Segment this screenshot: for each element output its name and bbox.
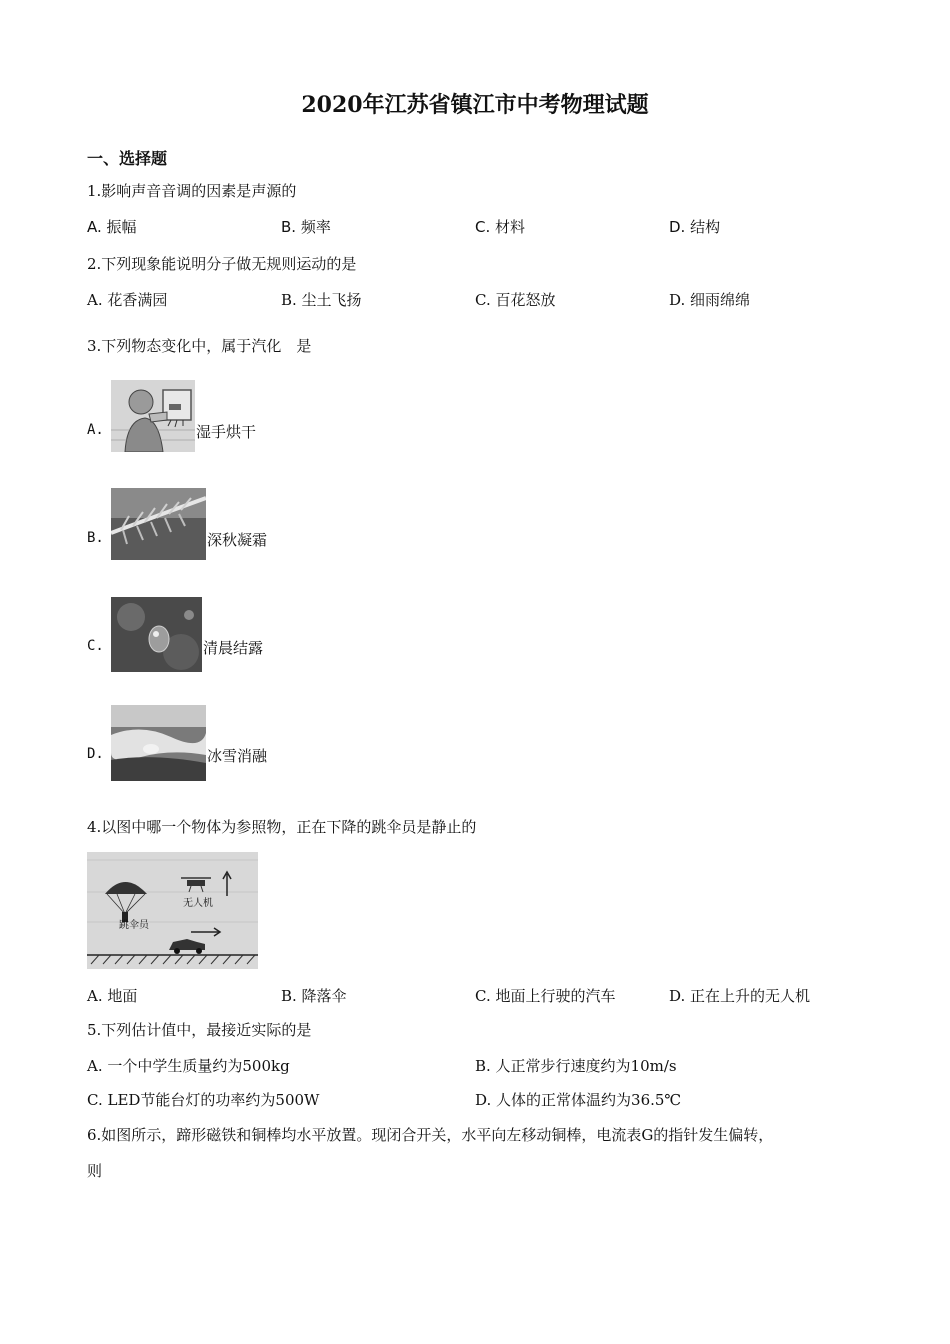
q3-option-d-image: [111, 705, 206, 781]
q3-option-c-image: [111, 597, 202, 672]
q5-option-d: D. 人体的正常体温约为36.5℃: [475, 1091, 682, 1109]
q3-option-d-caption: 冰雪消融: [207, 747, 268, 765]
q5-option-c: C. LED节能台灯的功率约为500W: [87, 1091, 320, 1109]
question-6-stem-continued: 则: [87, 1162, 103, 1180]
question-1-stem: 1.影响声音音调的因素是声源的: [87, 182, 297, 200]
q4-option-d: D. 正在上升的无人机: [669, 987, 811, 1005]
section-heading: 一、选择题: [87, 149, 168, 168]
q4-option-c: C. 地面上行驶的汽车: [475, 987, 616, 1005]
q4-figure: [87, 852, 258, 969]
q3-option-a-label: A.: [87, 422, 104, 438]
question-6-stem: 6.如图所示，蹄形磁铁和铜棒均水平放置。现闭合开关，水平向左移动铜棒，电流表G的指针发生偏转，: [87, 1126, 774, 1144]
q4-figure-parachutist-label: 跳伞员: [119, 920, 149, 931]
question-5-stem: 5.下列估计值中，最接近实际的是: [87, 1021, 312, 1039]
q4-option-a: A. 地面: [87, 987, 138, 1005]
q3-option-c-caption: 清晨结露: [203, 639, 264, 657]
q1-option-c: C. 材料: [475, 218, 526, 236]
q2-option-d: D. 细雨绵绵: [669, 291, 751, 309]
q5-option-a: A. 一个中学生质量约为500kg: [87, 1057, 290, 1075]
question-4-stem: 4.以图中哪一个物体为参照物，正在下降的跳伞员是静止的: [87, 818, 477, 836]
q4-figure-drone-label: 无人机: [183, 898, 213, 909]
q1-option-a: A. 振幅: [87, 218, 137, 236]
q3-option-a-caption: 湿手烘干: [196, 423, 257, 441]
question-2-stem: 2.下列现象能说明分子做无规则运动的是: [87, 255, 357, 273]
q5-option-b: B. 人正常步行速度约为10m/s: [475, 1057, 677, 1075]
q1-option-d: D. 结构: [669, 218, 721, 236]
q2-option-c: C. 百花怒放: [475, 291, 556, 309]
q3-option-b-caption: 深秋凝霜: [207, 531, 268, 549]
question-3-stem: 3.下列物态变化中，属于汽化 是: [87, 337, 312, 355]
q3-option-c-label: C.: [87, 638, 104, 654]
q3-option-d-label: D.: [87, 746, 104, 762]
q4-option-b: B. 降落伞: [281, 987, 347, 1005]
q3-option-a-image: [111, 380, 195, 452]
q3-option-b-image: [111, 488, 206, 560]
q1-option-b: B. 频率: [281, 218, 331, 236]
q2-option-b: B. 尘土飞扬: [281, 291, 362, 309]
q2-option-a: A. 花香满园: [87, 291, 168, 309]
page-title: 2020年江苏省镇江市中考物理试题: [301, 92, 649, 118]
q3-option-b-label: B.: [87, 530, 104, 546]
